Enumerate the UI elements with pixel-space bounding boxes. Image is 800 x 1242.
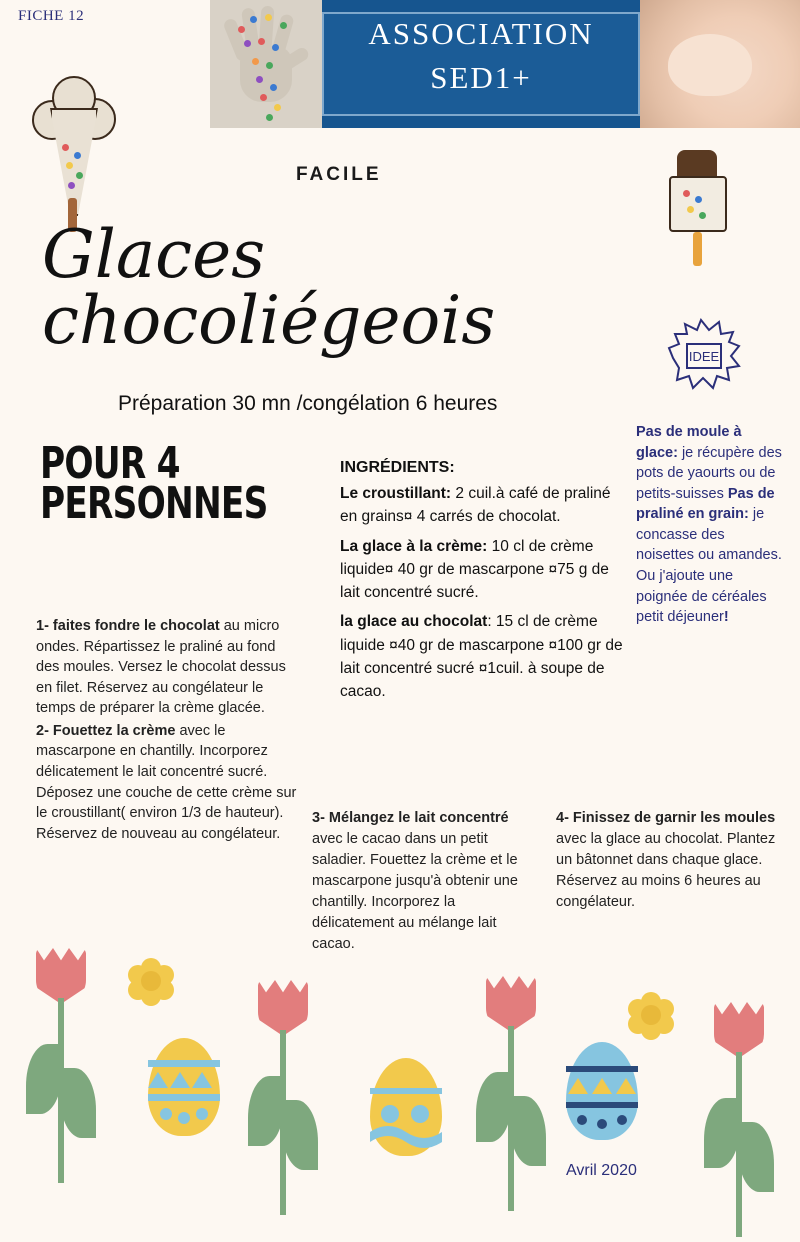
tip-label: Pas de moule à glace: (636, 424, 742, 461)
step-text: avec le mascarpone en chantilly. Incorporez délicatement le lait concentré sucré. Déposez une couche de cette crème sur le croustillant( environ 1/3 de hauteur). Réservez de nouveau au congélateur. (36, 722, 297, 842)
daisy-icon (128, 958, 174, 1004)
steps-column-left (36, 616, 298, 844)
tip-label: Pas de praliné en grain: (636, 485, 775, 523)
tip-exclamation: ! (723, 609, 729, 626)
ingredient-text: 10 cl de crème liquide¤ 40 gr de mascarpone ¤75 g de lait concentré sucré. (340, 537, 609, 601)
step-label: 3- Mélangez le lait concentré (312, 810, 509, 826)
ingredient-label: la glace au chocolat (340, 613, 488, 631)
footer-decoration (0, 930, 800, 1200)
ingredient-label: La glace à la crème: (340, 537, 488, 555)
tip-text: je récupère des pots de yaourts ou de petits-suisses (636, 444, 782, 502)
ingredients-heading: INGRÉDIENTS: (340, 459, 455, 476)
step-text: au micro ondes. Répartissez le praliné au fond des moules. Versez le chocolat dessus en filet. Réservez au congélateur le temps de préparer la crème glacée. (36, 618, 286, 717)
step-label: 1- faites fondre le chocolat (36, 618, 220, 634)
step-item (36, 721, 298, 844)
ingredient-item (340, 610, 630, 703)
svg-text:IDEE: IDEE (688, 349, 720, 364)
tulip-icon (478, 976, 544, 1216)
step-text: avec le cacao dans un petit saladier. Fouettez la crème et le mascarpone jusqu'à obtenir une chantilly. Incorporez la délicatement au mélange lait cacao. (312, 831, 518, 953)
step-label: 2- Fouettez la crème (36, 722, 176, 739)
ingredient-label: Le croustillant: (340, 485, 452, 502)
preparation-time: Préparation 30 mn /congélation 6 heures (118, 392, 498, 415)
step-item-4 (556, 808, 776, 913)
difficulty-label: FACILE (296, 164, 382, 185)
fiche-number-label: FICHE 12 (18, 8, 85, 24)
tulip-icon (706, 1002, 772, 1242)
daisy-icon (628, 992, 674, 1038)
easter-egg-icon (148, 1038, 220, 1136)
baby-hands-photo (640, 0, 800, 128)
step-label: 4- Finissez de garnir les moules (556, 810, 776, 826)
association-title: ASSOCIATION (368, 16, 594, 51)
ingredient-text: : 15 cl de crème liquide ¤40 gr de mascarpone ¤100 gr de lait concentré sucré ¤1cuil. à soupe de cacao. (340, 613, 623, 700)
ingredient-text: 2 cuil.à café de praliné en grains¤ 4 carrés de chocolat. (340, 485, 611, 526)
ingredient-item (340, 535, 630, 605)
tips-section (636, 422, 784, 628)
tip-text: je concasse des noisettes ou amandes. Ou j'ajoute une poignée de céréales petit déjeuner (636, 506, 782, 626)
publication-date: Avril 2020 (566, 1162, 637, 1179)
association-subtitle: SED1+ (430, 60, 532, 95)
step-item (36, 616, 298, 719)
tulip-icon (28, 948, 94, 1188)
servings-label: POUR 4 PERSONNES (40, 438, 268, 530)
easter-egg-icon (370, 1058, 442, 1156)
step-text: avec la glace au chocolat. Plantez un bâtonnet dans chaque glace. Réservez au moins 6 heures au congélateur. (556, 831, 776, 911)
handprint-artwork-image (210, 0, 322, 128)
easter-egg-icon (566, 1042, 638, 1140)
ingredients-section (340, 456, 630, 709)
ice-cream-cone-icon (28, 48, 120, 226)
ingredient-item (340, 482, 630, 529)
recipe-title: Glaces chocoliégeois (42, 216, 496, 359)
association-banner (322, 0, 800, 128)
tulip-icon (250, 980, 316, 1220)
